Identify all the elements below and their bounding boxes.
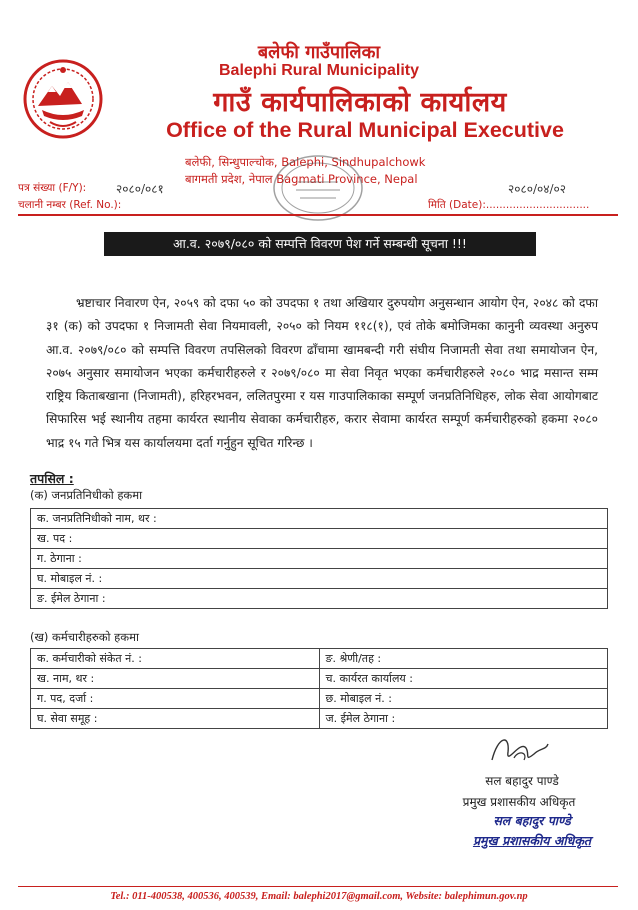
table-row — [31, 549, 608, 569]
table-row — [31, 649, 608, 669]
date-value: २०८०/०४/०२ — [508, 182, 567, 196]
signatory-name: सल बहादुर पाण्डे — [485, 774, 559, 788]
table-cell: ङ. ईमेल ठेगाना : — [31, 589, 608, 609]
table-cell: ग. ठेगाना : — [31, 549, 608, 569]
table-row — [31, 669, 608, 689]
section-b-title: (ख) कर्मचारीहरुको हकमा — [30, 630, 139, 644]
table-cell: ज. ईमेल ठेगाना : — [319, 709, 608, 729]
section-a-title: (क) जनप्रतिनिधीको हकमा — [30, 488, 143, 502]
municipality-name-english: Balephi Rural Municipality — [218, 62, 420, 79]
footer-contact: Tel.: 011-400538, 400536, 400539, Email: balephi2017@gmail.com, Website: balephimun.gov.np — [110, 891, 528, 902]
table-row — [31, 569, 608, 589]
table-cell: ग. पद, दर्जा : — [31, 689, 320, 709]
representative-table — [30, 508, 608, 609]
header-divider — [18, 214, 618, 216]
office-name-english: Office of the Rural Municipal Executive — [166, 118, 564, 142]
municipality-name-nepali: बलेफी गाउँपालिका — [257, 42, 381, 63]
table-row — [31, 509, 608, 529]
seal-name: सल बहादुर पाण्डे — [493, 813, 571, 828]
employee-table — [30, 648, 608, 729]
office-stamp-icon — [268, 150, 368, 230]
table-cell: घ. मोबाइल नं. : — [31, 569, 608, 589]
name-seal — [452, 812, 612, 849]
fiscal-year-label: पत्र संख्या (F/Y): — [18, 182, 87, 194]
office-name-nepali: गाउँ कार्यपालिकाको कार्यालय — [213, 87, 507, 118]
table-cell: च. कार्यरत कार्यालय : — [319, 669, 608, 689]
table-row — [31, 589, 608, 609]
table-cell: ख. नाम, थर : — [31, 669, 320, 689]
reference-number-label: चलानी नम्बर (Ref. No.): — [18, 199, 122, 211]
address-line-1: बलेफी, सिन्धुपाल्चोक, Balephi, Sindhupalchowk — [185, 155, 426, 169]
table-cell: ख. पद : — [31, 529, 608, 549]
date-label: मिति (Date):............................... — [428, 199, 590, 211]
notice-title: आ.व. २०७९/०८० को सम्पत्ति विवरण पेश गर्ने सम्बन्धी सूचना !!! — [104, 232, 536, 256]
seal-title: प्रमुख प्रशासकीय अधिकृत — [472, 833, 592, 848]
table-row — [31, 709, 608, 729]
table-row — [31, 689, 608, 709]
footer-divider — [18, 886, 618, 887]
table-cell: छ. मोबाइल नं. : — [319, 689, 608, 709]
table-cell: घ. सेवा समूह : — [31, 709, 320, 729]
table-row — [31, 529, 608, 549]
table-cell: ङ. श्रेणी/तह : — [319, 649, 608, 669]
handwritten-signature-icon — [484, 730, 554, 770]
fiscal-year-value: २०८०/०८१ — [116, 182, 164, 196]
notice-body: भ्रष्टाचार निवारण ऐन, २०५९ को दफा ५० को उपदफा १ तथा अखियार दुरुपयोग अनुसन्धान आयोग ऐन, २०४८ को दफा ३१ (क) को उपदफा १ निजामती सेवा नियमावली, २०५० को नियम ११८(१), एवं तोके बमोजिमका कानुनी व्यवस्था अनुरुप आ.व. २०७९/०८० को सम्पत्ति विवरण तपसिलको विवरण ढाँचामा खामबन्दी गरी संघीय निजामती सेवा तथा समायोजन ऐन, २०७५ अनुसार समायोजन भएका कर्मचारीहरुले र २०७९/०८० मा सेवा निवृत भएका कर्मचारीहरुले २०८० भाद्र मसान्त सम्म राष्ट्रिय किताबखाना (निजामती), हरिहरभवन, ललितपुरमा र यस गाउपालिकाका सम्पूर्ण जनप्रतिनिधिहरु, लोक सेवा आयोगबाट सिफारिस भई स्थानीय तहमा कार्यरत स्थानीय सेवाका कर्मचारीहरु, करार सेवामा कार्यरत सम्पूर्ण कर्मचारीहरुको हकमा २०८० भाद्र १५ गते भित्र यस कार्यालयमा दर्ता गर्नुहुन सूचित गरिन्छ । — [46, 296, 598, 450]
address-line-2: बागमती प्रदेश, नेपाल Bagmati Province, Nepal — [185, 172, 418, 186]
table-cell: क. कर्मचारीको संकेत नं. : — [31, 649, 320, 669]
table-cell: क. जनप्रतिनिधीको नाम, थर : — [31, 509, 608, 529]
signatory-title: प्रमुख प्रशासकीय अधिकृत — [462, 795, 576, 809]
schedule-heading: तपसिल : — [30, 471, 74, 486]
